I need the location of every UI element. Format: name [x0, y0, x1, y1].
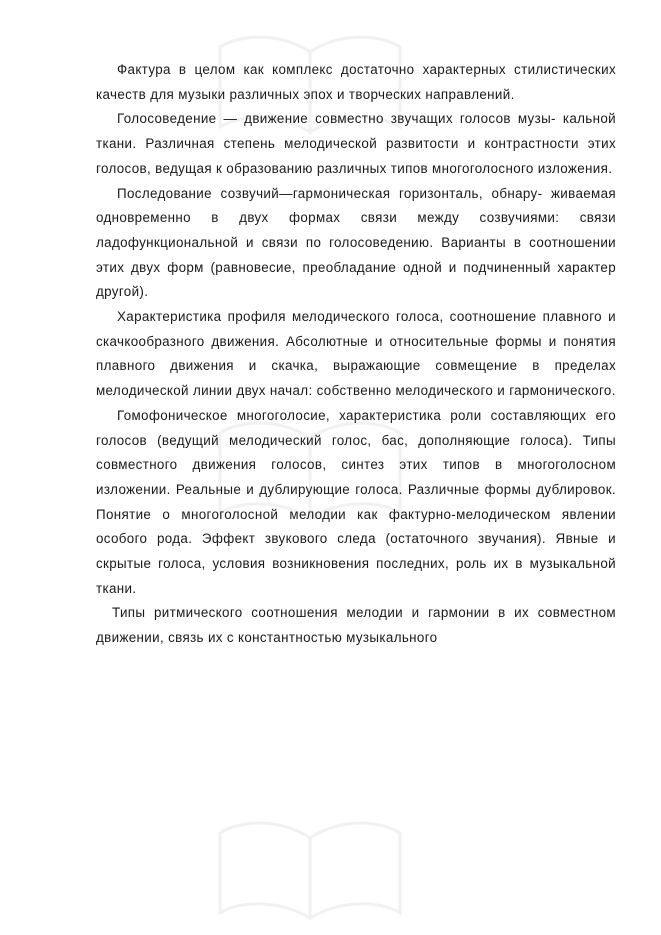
paragraph-texture: Фактура в целом как комплекс достаточно характерных стилистических качеств для музыки различных эпох и творческих направлений. — [96, 62, 616, 102]
paragraph-rhythmic-relation: Типы ритмического соотношения мелодии и гармонии в их совместном движении, связь их с константностью музыкального — [96, 605, 616, 646]
paragraph-voice-leading: Голосоведение — движение совместно звучащих голосов музы- кальной ткани. Различная степень мелодической развитости и контрастности этих голосов, ведущая к образованию различных типов многоголосного изложения. — [96, 111, 616, 176]
document-body — [96, 58, 616, 651]
paragraph-homophonic-polyphony: Гомофоническое многоголосие, характеристика роли составляющих его голосов (ведущий мелодический голос, бас, дополняющие голоса). Типы совместного движения голосов, синтез этих типов в многоголосном изложении. Реальные и дублирующие голоса. Различные формы дублировок. Понятие о многоголосной мелодии как фактурно-мелодическом явлении особого рода. Эффект звукового следа (остаточного звучания). Явные и скрытые голоса, условия возникновения последних, роль их в музыкальной ткани. — [96, 407, 616, 596]
book-watermark-icon — [200, 808, 420, 928]
paragraph-melodic-profile: Характеристика профиля мелодического голоса, соотношение плавного и скачкообразного движения. Абсолютные и относительные формы и понятия плавного движения и скачка, выражающие совмещение в пределах мелодической линии двух начал: собственно мелодического и гармонического. — [96, 309, 616, 399]
paragraph-chord-succession: Последование созвучий—гармоническая горизонталь, обнару- живаемая одновременно в двух формах связи между созвучиями: связи ладофункциональной и связи по голосоведению. Варианты в соотношении этих двух форм (равновесие, преобладание одной и подчиненный характер другой). — [96, 185, 616, 300]
